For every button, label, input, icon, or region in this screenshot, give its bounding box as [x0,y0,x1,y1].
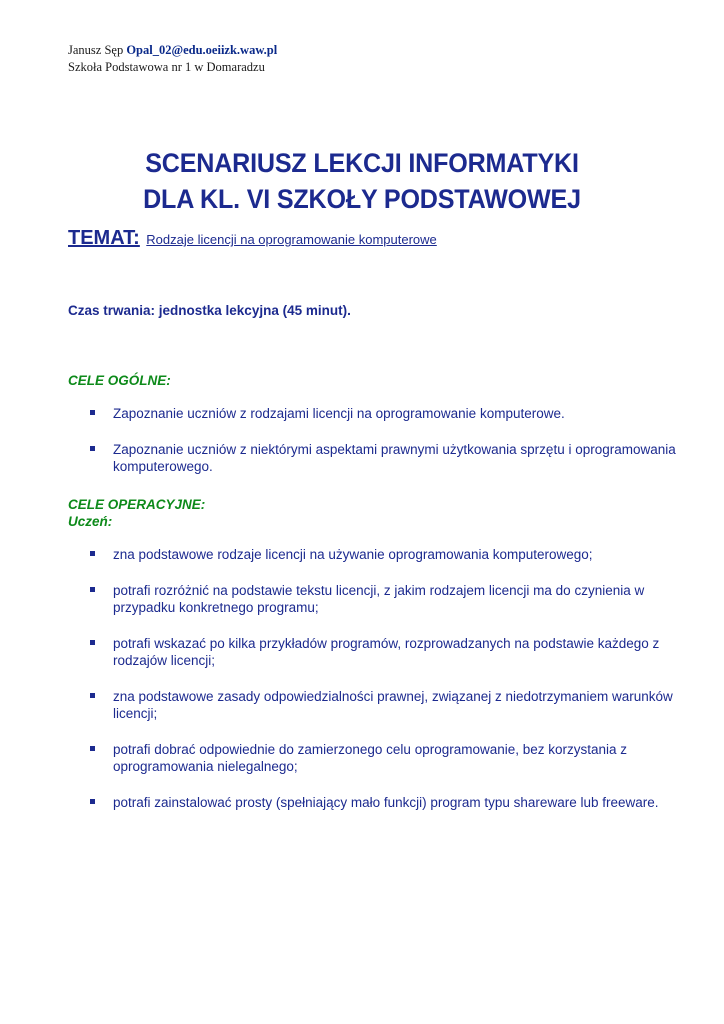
topic-label: TEMAT: [68,227,140,249]
list-item [90,688,700,722]
topic-value: Rodzaje licencji na oprogramowanie komputerowe [146,232,437,247]
bullet-icon [90,587,95,592]
author-email: Opal_02@edu.oeiizk.waw.pl [126,43,278,57]
general-goals-heading-text: CELE OGÓLNE: [68,373,171,388]
document-title [25,145,698,217]
operational-goals-list [90,546,700,811]
list-item [90,546,700,563]
list-item [90,741,700,775]
topic-line [68,227,437,250]
list-item-text: zna podstawowe rodzaje licencji na używanie oprogramowania komputerowego; [113,547,593,562]
bullet-icon [90,693,95,698]
title-line-2: DLA KL. VI SZKOŁY PODSTAWOWEJ [143,184,581,214]
list-item [90,441,700,475]
bullet-icon [90,410,95,415]
list-item [90,582,700,616]
bullet-icon [90,746,95,751]
list-item-text: potrafi dobrać odpowiednie do zamierzonego celu oprogramowanie, bez korzystania z oprogramowania nielegalnego; [113,742,628,774]
operational-goals-heading-text: CELE OPERACYJNE: [68,497,206,512]
list-item-text: potrafi zainstalować prosty (spełniający mało funkcji) program typu shareware lub freeware. [113,795,659,810]
general-goals-heading [68,372,171,389]
list-item-text: potrafi wskazać po kilka przykładów programów, rozprowadzanych na podstawie każdego z rodzajów licencji; [113,636,660,668]
author-name: Janusz Sęp [68,43,124,57]
list-item-text: Zapoznanie uczniów z rodzajami licencji na oprogramowanie komputerowe. [113,406,565,421]
page-header [68,42,277,76]
general-goals-list [90,405,700,475]
list-item [90,405,700,422]
title-line-1: SCENARIUSZ LEKCJI INFORMATYKI [145,148,579,178]
bullet-icon [90,799,95,804]
list-item-text: potrafi rozróżnić na podstawie tekstu licencji, z jakim rodzajem licencji ma do czynienia w przypadku konkretnego programu; [113,583,645,615]
lesson-duration: Czas trwania: jednostka lekcyjna (45 minut). [68,303,351,318]
operational-goals-heading [68,496,205,530]
bullet-icon [90,551,95,556]
operational-goals-subheading: Uczeń: [68,514,113,529]
list-item-text: Zapoznanie uczniów z niektórymi aspektami prawnymi użytkowania sprzętu i oprogramowania komputerowego. [113,442,676,474]
list-item [90,794,700,811]
school-name: Szkoła Podstawowa nr 1 w Domaradzu [68,60,265,74]
author-line [68,42,277,59]
bullet-icon [90,446,95,451]
bullet-icon [90,640,95,645]
list-item-text: zna podstawowe zasady odpowiedzialności prawnej, związanej z niedotrzymaniem warunków licencji; [113,689,673,721]
list-item [90,635,700,669]
